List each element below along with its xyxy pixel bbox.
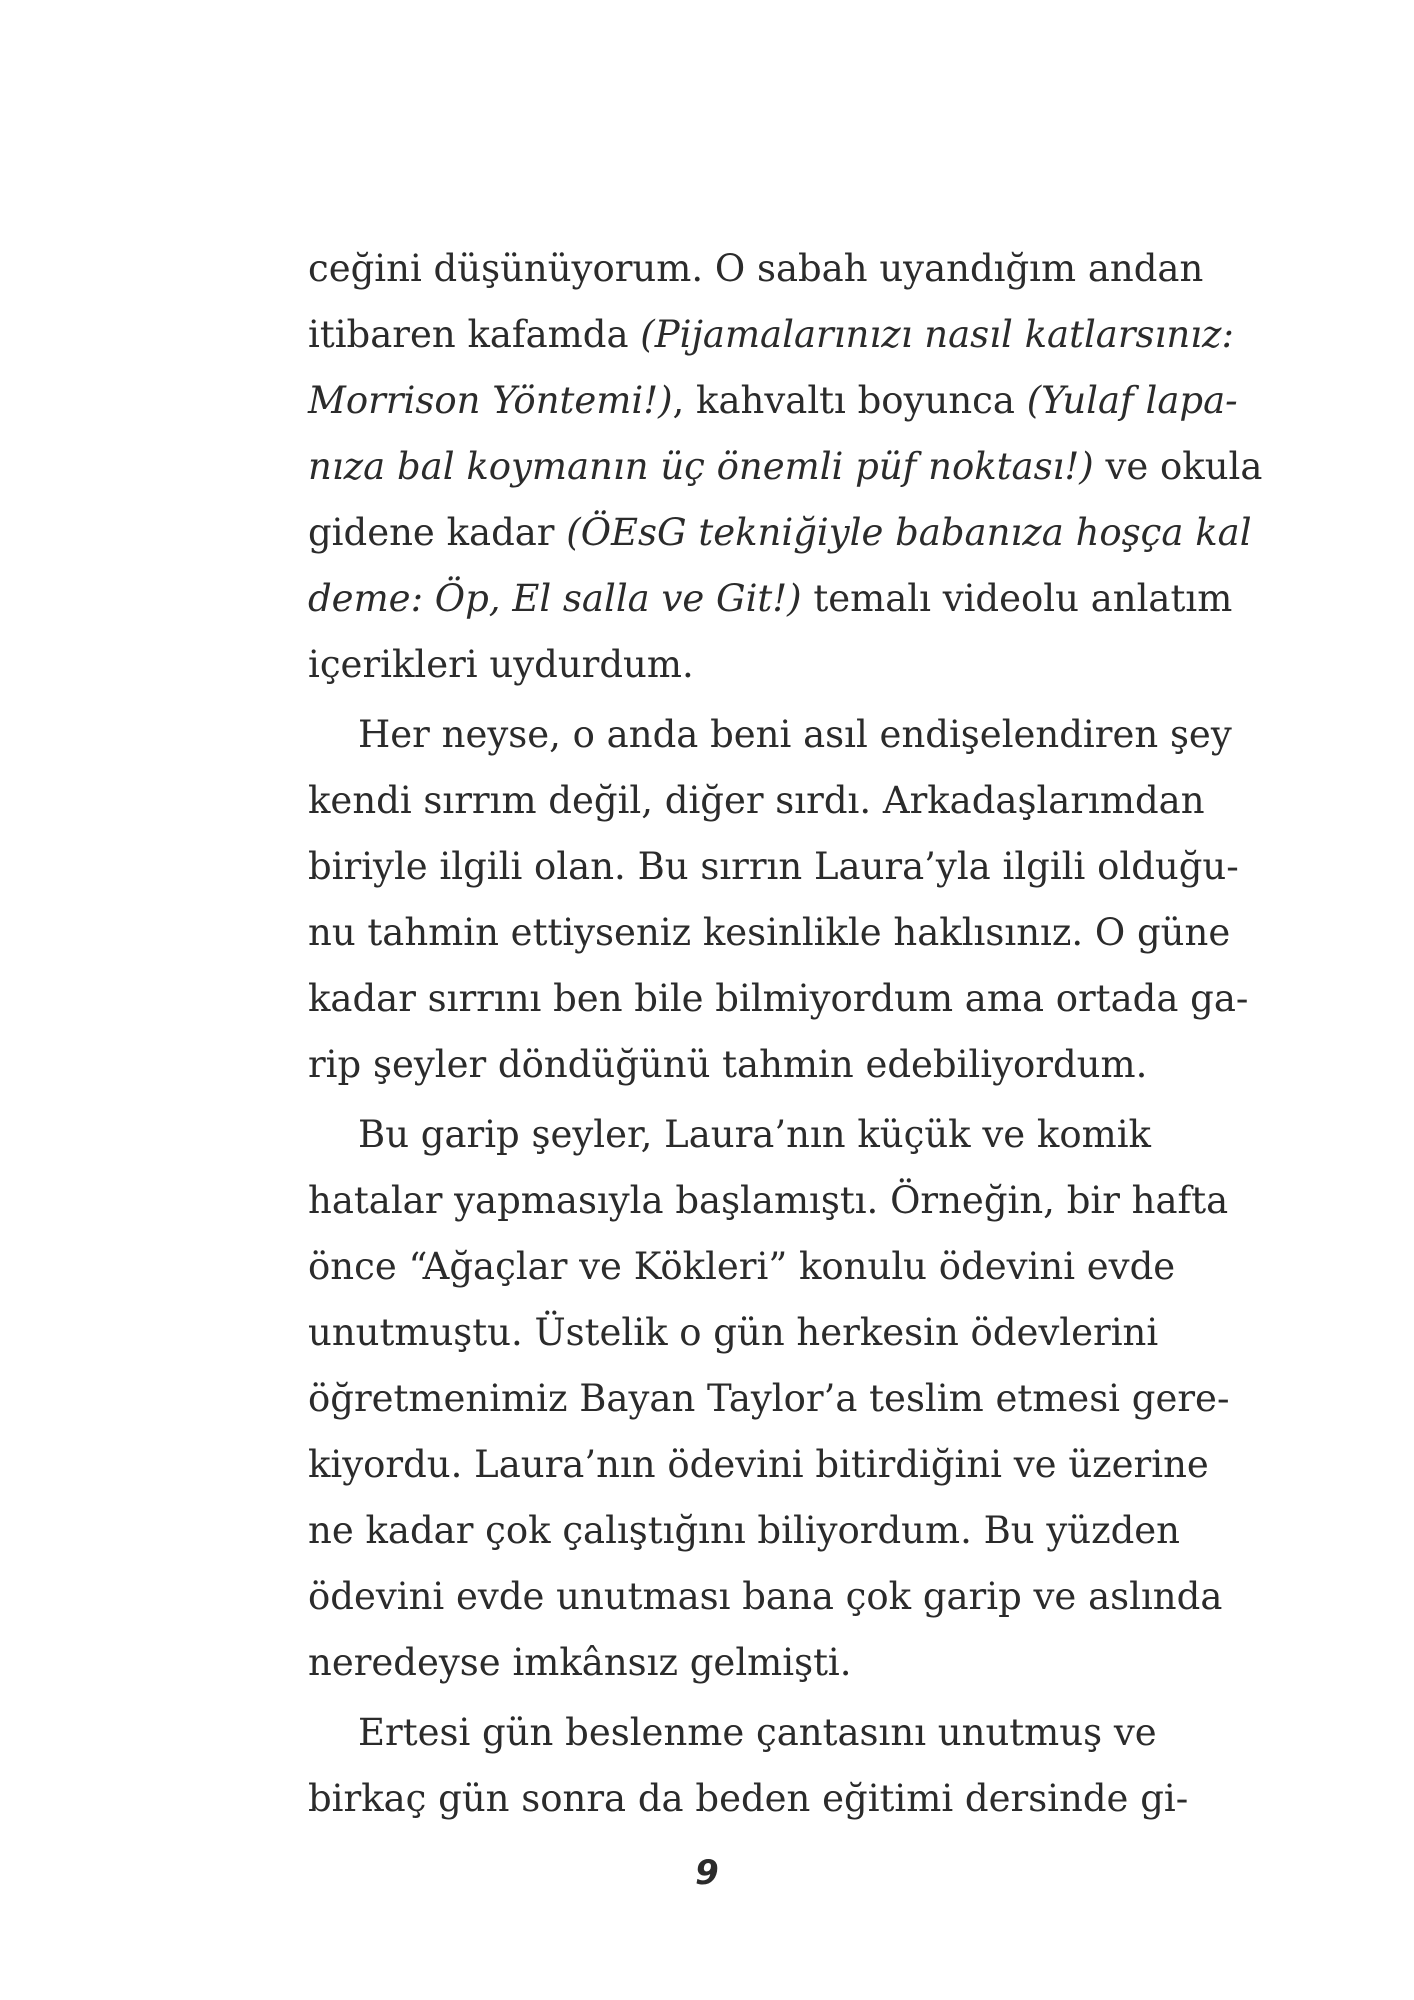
text-run: hatalar yapmasıyla başlamıştı. Örneğin, bir hafta — [308, 1179, 1229, 1222]
text-run: kiyordu. Laura’nın ödevini bitirdiğini ve üzerine — [308, 1443, 1209, 1486]
text-run: ne kadar çok çalıştığını biliyordum. Bu yüzden — [308, 1509, 1181, 1552]
body-text — [308, 236, 1263, 1832]
text-line — [308, 500, 1252, 566]
italic-text: (Pijamalarınızı nasıl katlarsınız: — [640, 313, 1234, 356]
text-run: itibaren kafamda — [308, 313, 641, 356]
text-run: gidene kadar — [308, 511, 567, 554]
text-line — [308, 1498, 1181, 1564]
text-line — [308, 434, 1263, 500]
paragraph — [308, 1102, 1230, 1696]
text-run: , kahvaltı boyunca — [672, 379, 1027, 422]
text-line — [308, 1234, 1176, 1300]
text-run: kendi sırrım değil, diğer sırdı. Arkadaşlarımdan — [308, 779, 1205, 822]
text-line — [308, 1366, 1230, 1432]
text-line — [308, 1432, 1209, 1498]
text-line — [308, 302, 1234, 368]
text-run: birkaç gün sonra da beden eğitimi dersinde gi- — [308, 1777, 1189, 1820]
text-run: neredeyse imkânsız gelmişti. — [308, 1641, 852, 1684]
text-run: unutmuştu. Üstelik o gün herkesin ödevlerini — [308, 1311, 1159, 1354]
paragraph — [308, 236, 1263, 698]
text-line — [308, 768, 1205, 834]
text-line — [308, 834, 1239, 900]
text-line — [308, 1032, 1148, 1098]
text-run: ve okula — [1093, 445, 1263, 488]
italic-text: Morrison Yöntemi!) — [308, 379, 673, 422]
text-run: kadar sırrını ben bile bilmiyordum ama ortada ga- — [308, 977, 1249, 1020]
paragraph — [308, 702, 1249, 1098]
text-line — [308, 236, 1204, 302]
text-line — [308, 900, 1231, 966]
italic-text: (Yulaf lapa- — [1026, 379, 1238, 422]
page-number: 9 — [695, 1853, 719, 1893]
text-run: öğretmenimiz Bayan Taylor’a teslim etmesi gere- — [308, 1377, 1230, 1420]
italic-text: nıza bal koymanın üç önemli püf noktası!) — [308, 445, 1094, 488]
text-line — [308, 368, 1238, 434]
italic-text: deme: Öp, El salla ve Git!) — [308, 577, 802, 620]
italic-text: (ÖEsG tekniğiyle babanıza hoşça kal — [566, 511, 1252, 554]
text-line — [308, 1564, 1223, 1630]
text-run: içerikleri uydurdum. — [308, 643, 694, 686]
text-line — [308, 966, 1249, 1032]
text-line — [308, 1630, 1132, 1696]
paragraph — [308, 1700, 1189, 1832]
text-line — [308, 1300, 1159, 1366]
text-line — [308, 1700, 1157, 1766]
text-run: rip şeyler döndüğünü tahmin edebiliyordum. — [308, 1043, 1148, 1086]
text-run: Ertesi gün beslenme çantasını unutmuş ve — [358, 1711, 1157, 1754]
text-line — [308, 702, 1232, 768]
text-line — [308, 1168, 1229, 1234]
text-run: nu tahmin ettiyseniz kesinlikle haklısınız. O güne — [308, 911, 1231, 954]
text-run: ceğini düşünüyorum. O sabah uyandığım andan — [308, 247, 1204, 290]
text-run: biriyle ilgili olan. Bu sırrın Laura’yla ilgili olduğu- — [308, 845, 1239, 888]
text-line — [308, 1766, 1189, 1832]
text-run: Her neyse, o anda beni asıl endişelendiren şey — [358, 713, 1232, 756]
text-run: Bu garip şeyler, Laura’nın küçük ve komik — [358, 1113, 1151, 1156]
text-line — [308, 566, 1233, 632]
text-line — [308, 632, 1132, 698]
text-line — [308, 1102, 1151, 1168]
text-run: temalı videolu anlatım — [801, 577, 1233, 620]
text-run: ödevini evde unutması bana çok garip ve aslında — [308, 1575, 1223, 1618]
text-run: önce “Ağaçlar ve Kökleri” konulu ödevini evde — [308, 1245, 1176, 1288]
